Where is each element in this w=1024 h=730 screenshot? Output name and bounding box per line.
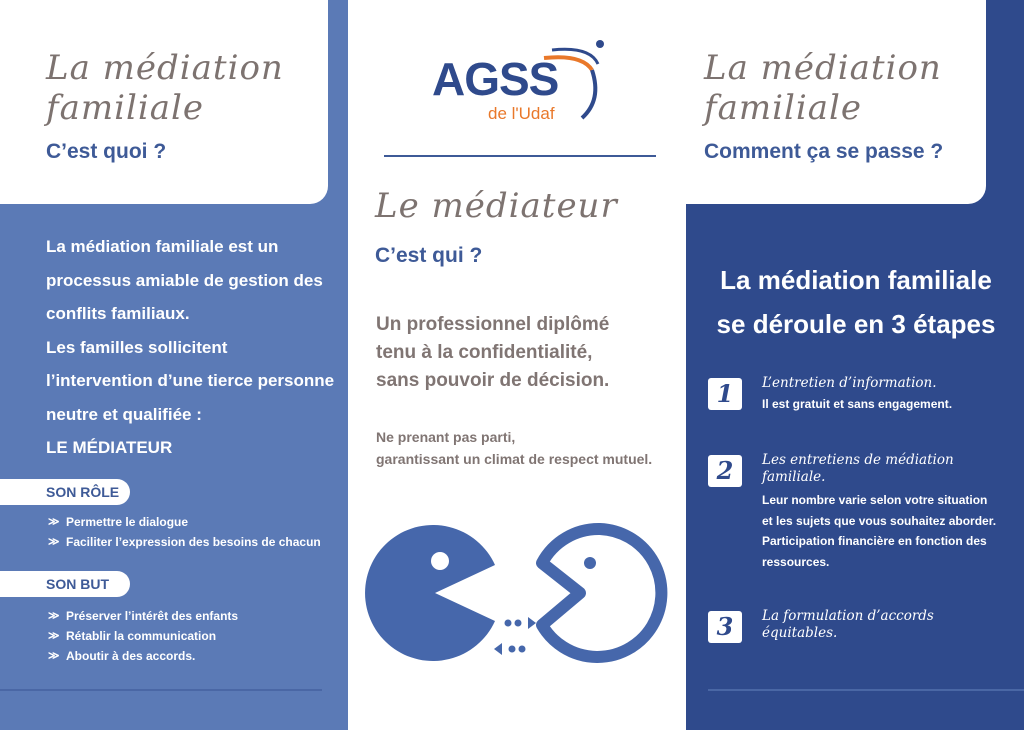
- step-description-line: Il est gratuit et sans engagement.: [762, 397, 953, 411]
- steps-heading: [706, 258, 1006, 346]
- left-subtitle: C’est quoi ?: [46, 140, 167, 163]
- intro-line: processus amiable de gestion des: [46, 270, 323, 290]
- list-item-text: Permettre le dialogue: [66, 515, 189, 529]
- logo-name: AGSS: [432, 53, 559, 105]
- step-description-line: Leur nombre varie selon votre situation: [762, 493, 988, 507]
- two-faces-dialogue-icon: [360, 513, 680, 673]
- left-divider: [0, 689, 322, 691]
- agss-logo: [432, 40, 612, 130]
- step-number: 3: [708, 611, 742, 643]
- middle-divider: [384, 155, 656, 157]
- double-arrow-bullet-icon: ≫: [48, 610, 60, 622]
- intro-line: conflits familiaux.: [46, 304, 190, 323]
- double-arrow-bullet-icon: ≫: [48, 536, 60, 548]
- goal-list: [48, 606, 238, 666]
- left-intro: [46, 230, 338, 465]
- list-item: [48, 626, 238, 646]
- description-line: Un professionnel diplômé: [376, 314, 610, 335]
- middle-description: [376, 311, 676, 395]
- step-description: [762, 394, 1002, 415]
- description-line: sans pouvoir de décision.: [376, 370, 610, 391]
- right-subtitle: Comment ça se passe ?: [704, 140, 944, 163]
- list-item: [48, 606, 238, 626]
- step-number: 2: [708, 455, 742, 487]
- list-item-text: Faciliter l’expression des besoins de chacun: [66, 535, 321, 549]
- heading-line: se déroule en 3 étapes: [716, 309, 996, 339]
- left-panel: [0, 0, 348, 730]
- step-description-line: ressources.: [762, 554, 830, 569]
- right-title-card: [686, 0, 986, 204]
- list-item: [48, 646, 238, 666]
- double-arrow-bullet-icon: ≫: [48, 516, 60, 528]
- role-list: [48, 512, 321, 552]
- step-number: 1: [708, 378, 742, 410]
- description-line: tenu à la confidentialité,: [376, 342, 593, 363]
- step-description-line: Participation financière en fonction des: [762, 534, 987, 548]
- right-title-line1: La médiation: [704, 48, 942, 88]
- intro-line: l’intervention d’une tierce personne: [46, 371, 335, 390]
- goal-label: SON BUT: [0, 571, 130, 597]
- list-item-text: Rétablir la communication: [66, 629, 217, 643]
- details-line: Ne prenant pas parti,: [376, 429, 516, 445]
- list-item: [48, 532, 321, 552]
- left-title: [46, 48, 284, 128]
- list-item: [48, 512, 321, 532]
- left-title-line2: familiale: [46, 88, 204, 128]
- middle-subtitle: C’est qui ?: [375, 244, 483, 267]
- left-title-card: [0, 0, 328, 204]
- intro-line: Les familles sollicitent: [46, 337, 228, 357]
- step-description: [762, 490, 1002, 572]
- step-title: L’entretien d’information.: [762, 375, 937, 391]
- right-title-line2: familiale: [704, 88, 862, 128]
- step-title: Les entretiens de médiation familiale.: [762, 452, 954, 485]
- double-arrow-bullet-icon: ≫: [48, 630, 60, 642]
- right-divider: [708, 689, 1024, 691]
- heading-line: La médiation familiale: [720, 265, 992, 295]
- role-label: SON RÔLE: [0, 479, 130, 505]
- intro-line: neutre et qualifiée :: [46, 404, 202, 424]
- step-title: La formulation d’accords équitables.: [762, 608, 934, 641]
- middle-title: Le médiateur: [375, 186, 618, 226]
- step-description-line: et les sujets que vous souhaitez aborder.: [762, 513, 997, 528]
- list-item-text: Aboutir à des accords.: [66, 649, 196, 663]
- left-title-line1: La médiation: [46, 48, 284, 88]
- list-item-text: Préserver l’intérêt des enfants: [66, 609, 239, 623]
- intro-line: La médiation familiale est un: [46, 237, 279, 256]
- right-title: [704, 48, 942, 128]
- details-line: garantissant un climat de respect mutuel.: [376, 451, 653, 467]
- double-arrow-bullet-icon: ≫: [48, 650, 60, 662]
- middle-details: [376, 426, 676, 470]
- logo-sub: de l'Udaf: [488, 104, 555, 123]
- intro-line: LE MÉDIATEUR: [46, 438, 173, 457]
